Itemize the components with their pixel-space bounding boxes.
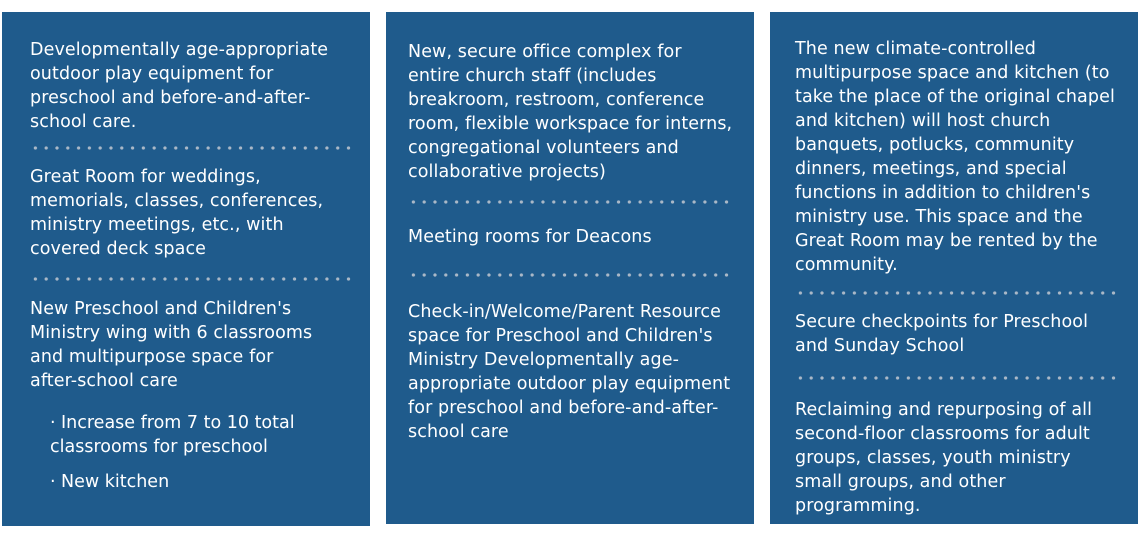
dotted-divider bbox=[408, 273, 730, 277]
feature-text: Developmentally age-appropriate outdoor play equipment for preschool and before-and-after-school care. bbox=[30, 40, 329, 132]
feature-text: Secure checkpoints for Preschool and Sunday School bbox=[795, 312, 1089, 356]
feature-card-2 bbox=[386, 12, 754, 524]
sub-list-item bbox=[50, 470, 356, 494]
dotted-divider bbox=[408, 200, 730, 204]
dotted-divider bbox=[30, 277, 352, 281]
feature-card-1 bbox=[2, 12, 370, 526]
feature-text: New, secure office complex for entire church staff (includes breakroom, restroom, conference room, flexible workspace for interns, congregational volunteers and collaborative projects) bbox=[408, 42, 733, 182]
feature-text: New Preschool and Children's Ministry wing with 6 classrooms and multipurpose space for after-school care bbox=[30, 299, 313, 391]
bullet-dot-icon: · bbox=[50, 472, 56, 492]
feature-text: Great Room for weddings, memorials, classes, conferences, ministry meetings, etc., with covered deck space bbox=[30, 167, 324, 259]
bullet-dot-icon: · bbox=[50, 413, 56, 433]
sub-item-text: Increase from 7 to 10 total classrooms for preschool bbox=[50, 413, 295, 457]
dotted-divider bbox=[795, 376, 1117, 380]
feature-text: The new climate-controlled multipurpose space and kitchen (to take the place of the original chapel and kitchen) will host church banquets, potlucks, community dinners, meetings, and special functions in addition to children's ministry use. This space and the Great Room may be rented by the community. bbox=[795, 39, 1115, 275]
feature-text: Reclaiming and repurposing of all second-floor classrooms for adult groups, classes, youth ministry small groups, and other programming. bbox=[795, 400, 1093, 516]
feature-card-3 bbox=[770, 12, 1138, 524]
sub-list-item bbox=[50, 411, 320, 459]
dotted-divider bbox=[795, 291, 1117, 295]
feature-text: Check-in/Welcome/Parent Resource space for Preschool and Children's Ministry Developmentally age-appropriate outdoor play equipment for preschool and before-and-after-school care bbox=[408, 302, 731, 442]
dotted-divider bbox=[30, 146, 352, 150]
sub-item-text: New kitchen bbox=[61, 472, 170, 492]
feature-text: Meeting rooms for Deacons bbox=[408, 227, 652, 247]
